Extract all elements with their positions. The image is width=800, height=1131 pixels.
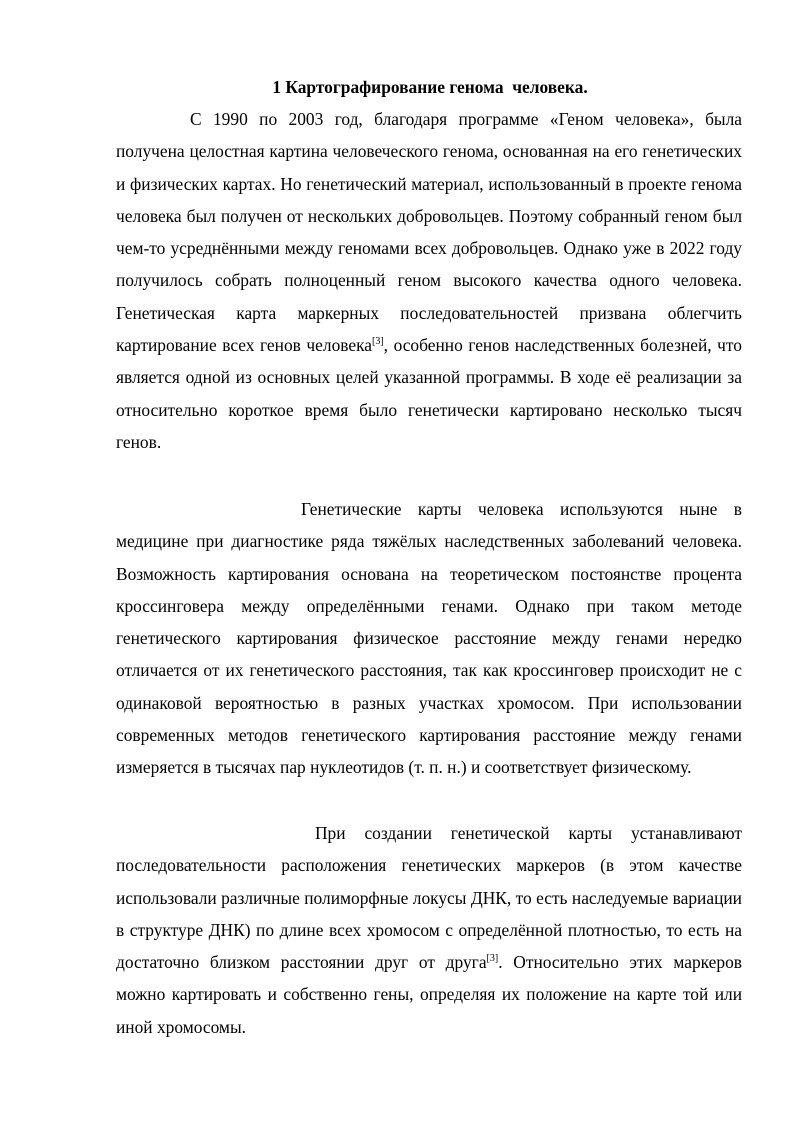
section-heading: 1 Картографирование генома человека. — [272, 77, 588, 97]
citation-reference: [3] — [486, 953, 499, 965]
paragraph-text: , особенно генов наследственных болезней, что является одной из основных целей указанной программы. В ходе её реализации за относительно короткое время было генетически картировано несколько тысяч генов. — [116, 335, 742, 452]
citation-reference: [3] — [372, 336, 384, 348]
paragraph-genetic-maps-medicine — [116, 493, 742, 784]
paragraph-text: Генетические карты человека используются ныне в медицине при диагностике ряда тяжёлых наследственных заболеваний человека. Возможность картирования основана на теоретическом постоянстве процента кроссинговера между определёнными генами. Однако при таком методе генетического картирования физическое расстояние между генами нередко отличается от их генетического расстояния, так как кроссинговер происходит не с одинаковой вероятностью в разных участках хромосом. При использовании современных методов генетического картирования расстояние между генами измеряется в тысячах пар нуклеотидов (т. п. н.) и соответствует физическому. — [116, 499, 742, 778]
paragraph-text: При создании генетической карты устанавливают последовательности расположения генетических маркеров (в этом качестве использовали различные полиморфные локусы ДНК, то есть наследуемые вариации в структуре ДНК) по длине всех хромосом с определённой плотностью, то есть на достаточно близком расстоянии друг от друга — [116, 823, 742, 973]
paragraph-text: С 1990 по 2003 год, благодаря программе «Геном человека», была получена целостная картина человеческого генома, основанная на его генетических и физических картах. Но генетический материал, использованный в проекте генома человека был получен от нескольких добровольцев. Поэтому собранный геном был чем-то усреднёнными между геномами всех добровольцев. Однако уже в 2022 году получилось собрать полноценный геном высокого качества одного человека. Генетическая карта маркерных последовательностей призвана облегчить картирование всех генов человека — [116, 109, 742, 356]
paragraph-genetic-markers — [116, 817, 742, 1043]
paragraph-text: . Относительно этих маркеров можно картировать и собственно гены, определяя их положение на карте той или иной хромосомы. — [116, 952, 742, 1037]
paragraph-genome-project — [116, 103, 742, 458]
